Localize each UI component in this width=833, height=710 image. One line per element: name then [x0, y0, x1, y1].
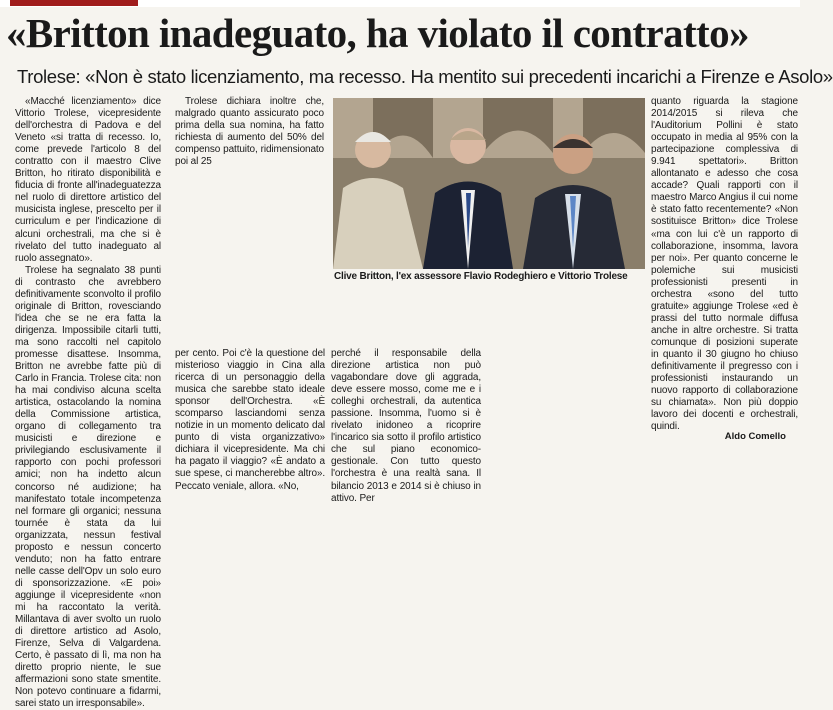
subheadline: Trolese: «Non è stato licenziamento, ma recesso. Ha mentito sui precedenti incarichi a Firenze e Asolo»: [17, 66, 833, 87]
paragraph: quanto riguarda la stagione 2014/2015 si rileva che l'Auditorium Pollini è stato occupato in media al 95% con la partecipazione complessiva di 9.941 spettatori». Britton allontanato e adesso che cosa accade? Quali rapporti con il maestro Marco Angius il cui nome è stato fatto recentemente? «Non sostituisce Britton» dice Trolese «ma con lui c'è un rapporto di collaborazione, insomma, lavora per noi». Per quanto concerne le polemiche sui musicisti professionisti presenti in orchestra «sono del tutto gratuite» aggiunge Trolese «ed è prassi del tutto normale diffusa anche in altre orchestre. Si tratta comunque di posizioni superate in quanto il 30 giugno ho chiuso definitivamente il pregresso con i professionisti instaurando un nuovo rapporto di collaborazione su chiamata». Non più doppio lavoro dei docenti e orchestrali, quindi.: [651, 96, 798, 433]
paragraph: «Macché licenziamento» dice Vittorio Trolese, vicepresidente dell'orchestra di Padova e del Veneto «si tratta di recesso. Io, come prevede l'articolo 8 del contratto con il maestro Clive Britton, ho ritirato disponibilità e fiducia di fronte all'inadeguatezza nel ruolo di direttore artistico del musicista inglese, prescelto per il curriculum e per l'indicazione di alcuni orchestrali, ma che si è rivelato del tutto inadeguato al ruolo assegnato».: [15, 96, 161, 264]
article-column-1: [15, 96, 161, 710]
article-photo: [333, 98, 645, 269]
section-tab: [10, 0, 138, 6]
byline: Aldo Comello: [724, 431, 786, 442]
paragraph: Trolese dichiara inoltre che, malgrado quanto assicurato poco prima della sua nomina, ha fatto richiesta di aumento del 50% del compenso pattuito, ridimensionato poi al 25: [175, 96, 324, 168]
article-column-2-lower: [175, 348, 325, 492]
headline: «Britton inadeguato, ha violato il contratto»: [6, 10, 749, 56]
photo-caption: Clive Britton, l'ex assessore Flavio Rodeghiero e Vittorio Trolese: [334, 271, 628, 282]
article-column-2: [175, 96, 324, 371]
paragraph: Trolese ha segnalato 38 punti di contrasto che avrebbero definitivamente sconvolto il profilo originale di Britton, rovesciando l'idea che se ne era fatta la dirigenza. Impossibile citarli tutti, ma sono raccolti nel capitolo promesse disattese. Insomma, Britton ne avrebbe fatte più di Carlo in Francia. Trolese cita: non ha mai condiviso alcuna scelta artistica, ostacolando la nomina della Commissione artistica, organo di collegamento tra musicisti e direzione e privilegiando esclusivamente il rapporto con pochi professori amici; non ha indetto alcun concorso né audizione; ha manifestato totale incompetenza nel formare gli organici; nessuna tournée è stata da lui organizzata, nessun festival proposto e nessun concerto venduto; non ha fatto entrare nelle casse dell'Opv un solo euro di sponsorizzazione. «E poi» aggiunge il vicepresidente «non mi ha raccontato la verità. Millantava di aver svolto un ruolo di direttore artistico ad Asolo, Firenze, Selva di Valgardena. Certo, è passato di lì, ma non ha diretto proprio niente, le sue affermazioni sono state smentite. Non potevo continuare a fidarmi, sarei stato un irresponsabile».: [15, 264, 161, 710]
paragraph: perché il responsabile della direzione artistica non può vagabondare dove gli aggrada, deve essere mosso, come me e i colleghi orchestrali, da autentica passione. Insomma, l'uomo si è rivelato inidoneo a ricoprire l'incarico sia sotto il profilo artistico che sul piano economico-gestionale. Con tutto questo l'orchestra è una realtà sana. Il bilancio 2013 e 2014 si è chiuso in attivo. Per: [331, 348, 481, 504]
paragraph: per cento. Poi c'è la questione del misterioso viaggio in Cina alla ricerca di un personaggio della musica che sarebbe stato ideale sponsor dell'Orchestra. «È scomparso lasciandomi senza notizie in un momento delicato dal punto di vista organizzativo» dichiara il vicepresidente. Ma chi ha pagato il viaggio? «È andato a sue spese, ci mancherebbe altro». Peccato veniale, allora. «No,: [175, 348, 325, 492]
photo-three-men: [333, 98, 645, 269]
article-column-5: [651, 96, 798, 436]
section-header-bar: [0, 0, 800, 7]
article-column-3: [331, 348, 481, 504]
